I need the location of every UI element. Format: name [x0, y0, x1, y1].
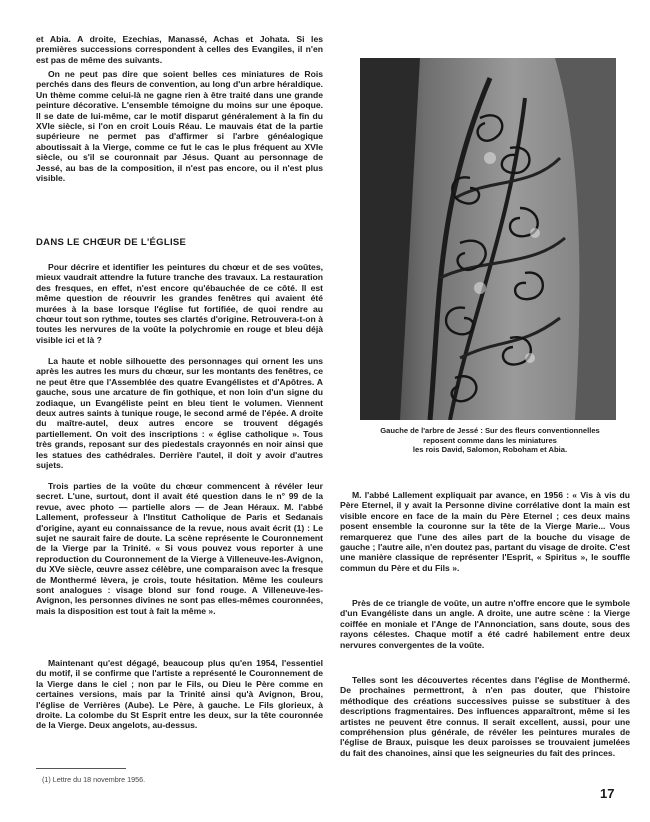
figure-caption — [362, 426, 618, 455]
caption-line: les rois David, Salomon, Roboham et Abia. — [412, 445, 568, 455]
footnote-rule — [36, 768, 126, 769]
page-number: 17 — [600, 786, 615, 801]
paragraph-intro: et Abia. A droite, Ezechias, Manassé, Achas et Johata. Si les premières successions correspondent à celles des Evangiles, il n'en est pas de même des suivants. — [36, 34, 323, 65]
paragraph-lallement: M. l'abbé Lallement expliquait par avance, en 1956 : « Vis à vis du Père Eternel, il y avait la Personne divine corrélative dont la main est visible encore en face de la main du Père Eternel ; ces deux mains posent ensemble la couronne sur la tête de la Vierge Marie... Vous remarquerez que l'une des ailes part de la bouche du visage de gauche ; l'autre aile, n'en doutez pas, partant du visage de droite. C'est une manière classique de représenter l'Esprit, « Spiritus », le souffle commun du Père et du Fils ». — [340, 490, 630, 573]
paragraph-decouvertes: Telles sont les découvertes récentes dans l'église de Monthermé. De prochaines permettront, à n'en pas douter, que l'histoire méthodique des créations successives puisse se substituer à des descriptions fragmentaires. Des influences apparaîtront, même si les artistes ne peuvent être connus. Il serait excellent, aussi, pour une compréhension plus générale, de révéler les peintures murales de l'église de Braux, puisque les deux paroisses se trouvaient jumelées du fait des chanoines, ainsi que les seigneuries du fait des princes. — [340, 675, 630, 758]
paragraph-triangle: Près de ce triangle de voûte, un autre n'offre encore que le symbole d'un Evangéliste dans un angle. A droite, une autre scène : la Vierge coiffée en moniale et l'Ange de l'Annonciation, sans doute, sous des rayons célestes. Chaque motif a été cadré habilement entre deux nervures convergentes de la voûte. — [340, 598, 630, 650]
section-heading: DANS LE CHŒUR DE L'ÉGLISE — [36, 237, 187, 248]
paragraph-choeur: Pour décrire et identifier les peintures du chœur et de ses voûtes, mieux vaudrait attendre la future tranche des travaux. La restauration des fresques, en effet, n'est encore qu'ébauchée de ce côté. Il est même question de réouvrir les grandes fenêtres qui avaient été murées à la base lorsque l'église fut fortifiée, de quoi rendre au chœur tout son rythme, toutes ses clartés d'origine. Retrouvera-t-on à toutes les nervures de la voûte la polychromie en rouge et bleu déjà visible ici et là ? — [36, 262, 323, 345]
fresco-photo — [360, 58, 616, 420]
caption-line: Gauche de l'arbre de Jessé : Sur des fleurs conventionnelles — [380, 426, 600, 435]
paragraph-personnages: La haute et noble silhouette des personnages qui ornent les uns après les autres les murs du chœur, sur les montants des fenêtres, ce ne peut être que l'Assemblée des quatre Evangélistes et d'Apôtres. A gauche, sous une arcature de fin gothique, et non loin d'un signe du zodiaque, un Evangéliste peint en bleu tient le volumen. Viennent deux autres saints à tunique rouge, le second armé de l'épée. A droite du maître-autel, deux autres encore se trouvent dégagés partiellement. On voit des inscriptions : « église catholique ». Tous très grands, reposant sur des piedestals crayonnés en noir ainsi que les statues des cathédrales. Derrière l'autel, il doit y avoir d'autres sujets. — [36, 356, 323, 471]
paragraph-voute: Trois parties de la voûte du chœur commencent à révéler leur secret. L'une, surtout, dont il avait été question dans le n° 99 de la revue, avec photo — partielle alors — de Jean Héraux. M. l'abbé Lallement, professeur à l'Institut Catholique de Paris et Sedanais d'origine, ayant eu connaissance de la revue, nous avait écrit (1) : Le sujet ne saurait faire de doute. La scène représente le Couronnement de la Vierge par la Trinité. « Si vous pouvez vous reporter à une reproduction du Couronnement de la Vierge à Villeneuve-les-Avignon, du XVe siècle, œuvre assez célèbre, une comparaison avec la fresque de Monthermé lèvera, je crois, toute hésitation. Même les couleurs sont analogues : visage blond sur fond rouge. A Villeneuve-les-Avignon, les personnes divines ne sont pas elles-mêmes couronnées, mais la disposition est tout à fait la même ». — [36, 481, 323, 616]
paragraph-couronnement: Maintenant qu'est dégagé, beaucoup plus qu'en 1954, l'essentiel du motif, il se confirme que l'artiste a représenté le Couronnement de la Vierge dans le ciel ; non par le Fils, ou Dieu le Père comme en certaines versions, mais par la Trinité ainsi qu'à Avignon, Brou, l'église de Verrières (Aube). Le Père, à gauche. Le Fils glorieux, à droite. La colombe du St Esprit entre les deux, sur la tête couronnée de la Vierge. Deux angelots, au-dessus. — [36, 658, 323, 731]
caption-line: reposent comme dans les miniatures — [423, 435, 557, 445]
paragraph-miniatures: On ne peut pas dire que soient belles ces miniatures de Rois perchés dans des fleurs de convention, au long d'un arbre héraldique. Un thème comme celui-là ne gagne rien à être traité dans une grande peinture décorative. L'ensemble témoigne du moins sur une époque. Il se date de lui-même, car le motif disparut généralement à la fin du XVIe siècle, si l'on en croit Louis Réau. Le mauvais état de la partie supérieure ne permet pas d'affirmer si l'arbre généalogique aboutissait à la Vierge, comme ce fut le cas le plus fréquent au XVIe siècle, ou s'il se couronnait par Jésus. Quant au personnage de Jessé, au bas de la composition, il n'est pas encore, ou il n'est plus visible. — [36, 69, 323, 184]
footnote: (1) Lettre du 18 novembre 1956. — [42, 775, 146, 784]
